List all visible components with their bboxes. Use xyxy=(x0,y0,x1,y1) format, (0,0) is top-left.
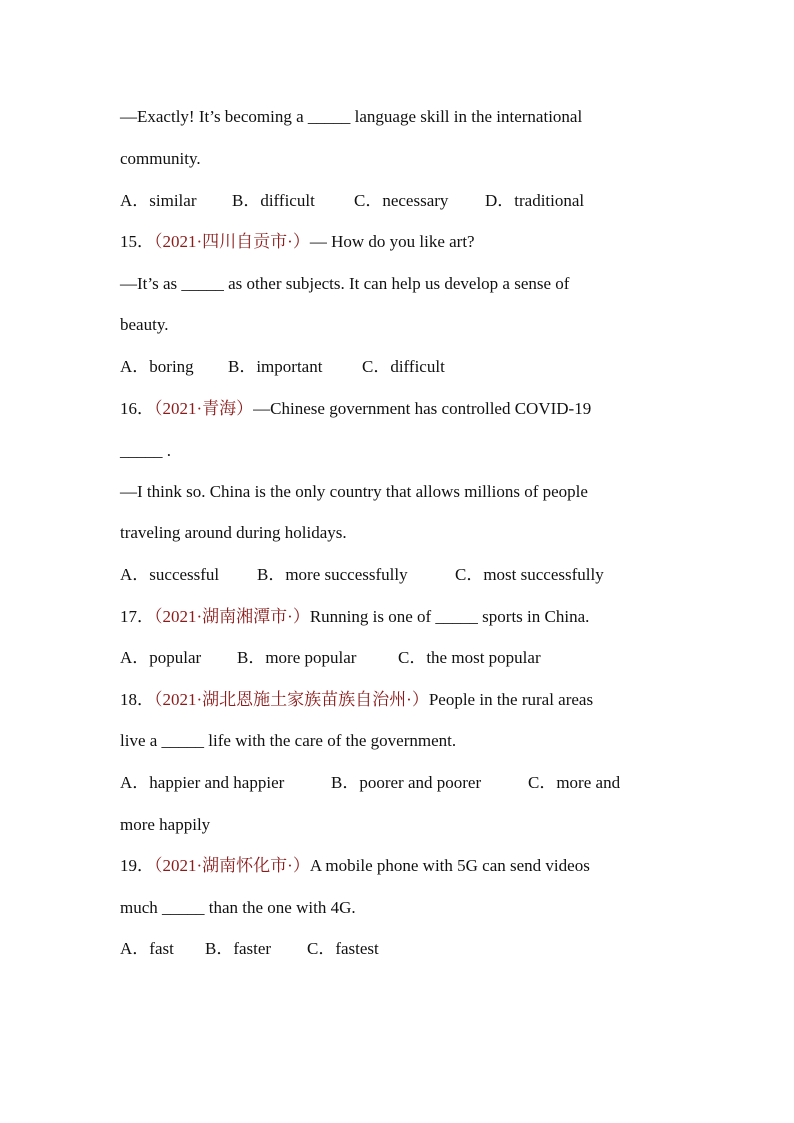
q19-options xyxy=(120,938,379,960)
q18-options xyxy=(120,772,620,794)
question-source: （2021·青海） xyxy=(154,399,254,418)
question-source: （2021·四川自贡市·） xyxy=(154,232,310,251)
question-stem: — How do you like art? xyxy=(309,232,475,251)
q18-option-b: B．poorer and poorer xyxy=(331,773,482,792)
q19-option-c: C．fastest xyxy=(307,939,379,958)
q14-option-d: D．traditional xyxy=(485,191,585,210)
q16-option-b: B．more successfully xyxy=(257,565,408,584)
q15-options xyxy=(120,356,445,378)
question-stem: —Chinese government has controlled COVID-19 xyxy=(253,399,592,418)
question-number: 16． xyxy=(120,399,154,418)
q18-line-4: more happily xyxy=(120,815,211,834)
q16-line-4: traveling around during holidays. xyxy=(120,523,347,542)
q15-option-c: C．difficult xyxy=(362,357,445,376)
question-number: 17． xyxy=(120,607,154,626)
q14-option-c: C．necessary xyxy=(354,191,449,210)
q18-line-2: live a _____ life with the care of the government. xyxy=(120,731,457,750)
q17-option-b: B．more popular xyxy=(237,648,357,667)
question-source: （2021·湖南湘潭市·） xyxy=(154,607,310,626)
q15-option-a: A．boring xyxy=(120,357,194,376)
q16-line-3: —I think so. China is the only country that allows millions of people xyxy=(120,482,588,501)
q17-options xyxy=(120,647,541,669)
question-number: 19． xyxy=(120,856,154,875)
question-stem: People in the rural areas xyxy=(428,690,594,709)
q16-line-2: _____ . xyxy=(120,441,171,460)
question-number: 18． xyxy=(120,690,154,709)
q15-stem-line xyxy=(120,231,475,253)
question-number: 15． xyxy=(120,232,154,251)
q14-line-1: —Exactly! It’s becoming a _____ language skill in the international xyxy=(120,107,583,126)
q16-option-a: A．successful xyxy=(120,565,220,584)
q14-options xyxy=(120,190,584,212)
question-stem: Running is one of _____ sports in China. xyxy=(309,607,590,626)
question-stem: A mobile phone with 5G can send videos xyxy=(309,856,590,875)
q19-option-a: A．fast xyxy=(120,939,174,958)
q18-option-c: C．more and xyxy=(528,773,621,792)
q15-option-b: B．important xyxy=(228,357,323,376)
q14-option-a: A．similar xyxy=(120,191,197,210)
q17-stem-line xyxy=(120,606,589,628)
q14-option-b: B．difficult xyxy=(232,191,315,210)
q14-line-2: community. xyxy=(120,149,201,168)
q18-option-a: A．happier and happier xyxy=(120,773,285,792)
q15-line-3: beauty. xyxy=(120,315,169,334)
q16-option-c: C．most successfully xyxy=(455,565,604,584)
q18-stem-line xyxy=(120,689,593,711)
q19-line-2: much _____ than the one with 4G. xyxy=(120,898,356,917)
q17-option-c: C．the most popular xyxy=(398,648,541,667)
q19-option-b: B．faster xyxy=(205,939,272,958)
q16-stem-line xyxy=(120,398,591,420)
q17-option-a: A．popular xyxy=(120,648,202,667)
question-source: （2021·湖南怀化市·） xyxy=(154,856,310,875)
q15-line-2: —It’s as _____ as other subjects. It can help us develop a sense of xyxy=(120,274,570,293)
question-source: （2021·湖北恩施土家族苗族自治州·） xyxy=(154,690,429,709)
q19-stem-line xyxy=(120,855,590,877)
q16-options xyxy=(120,564,604,586)
